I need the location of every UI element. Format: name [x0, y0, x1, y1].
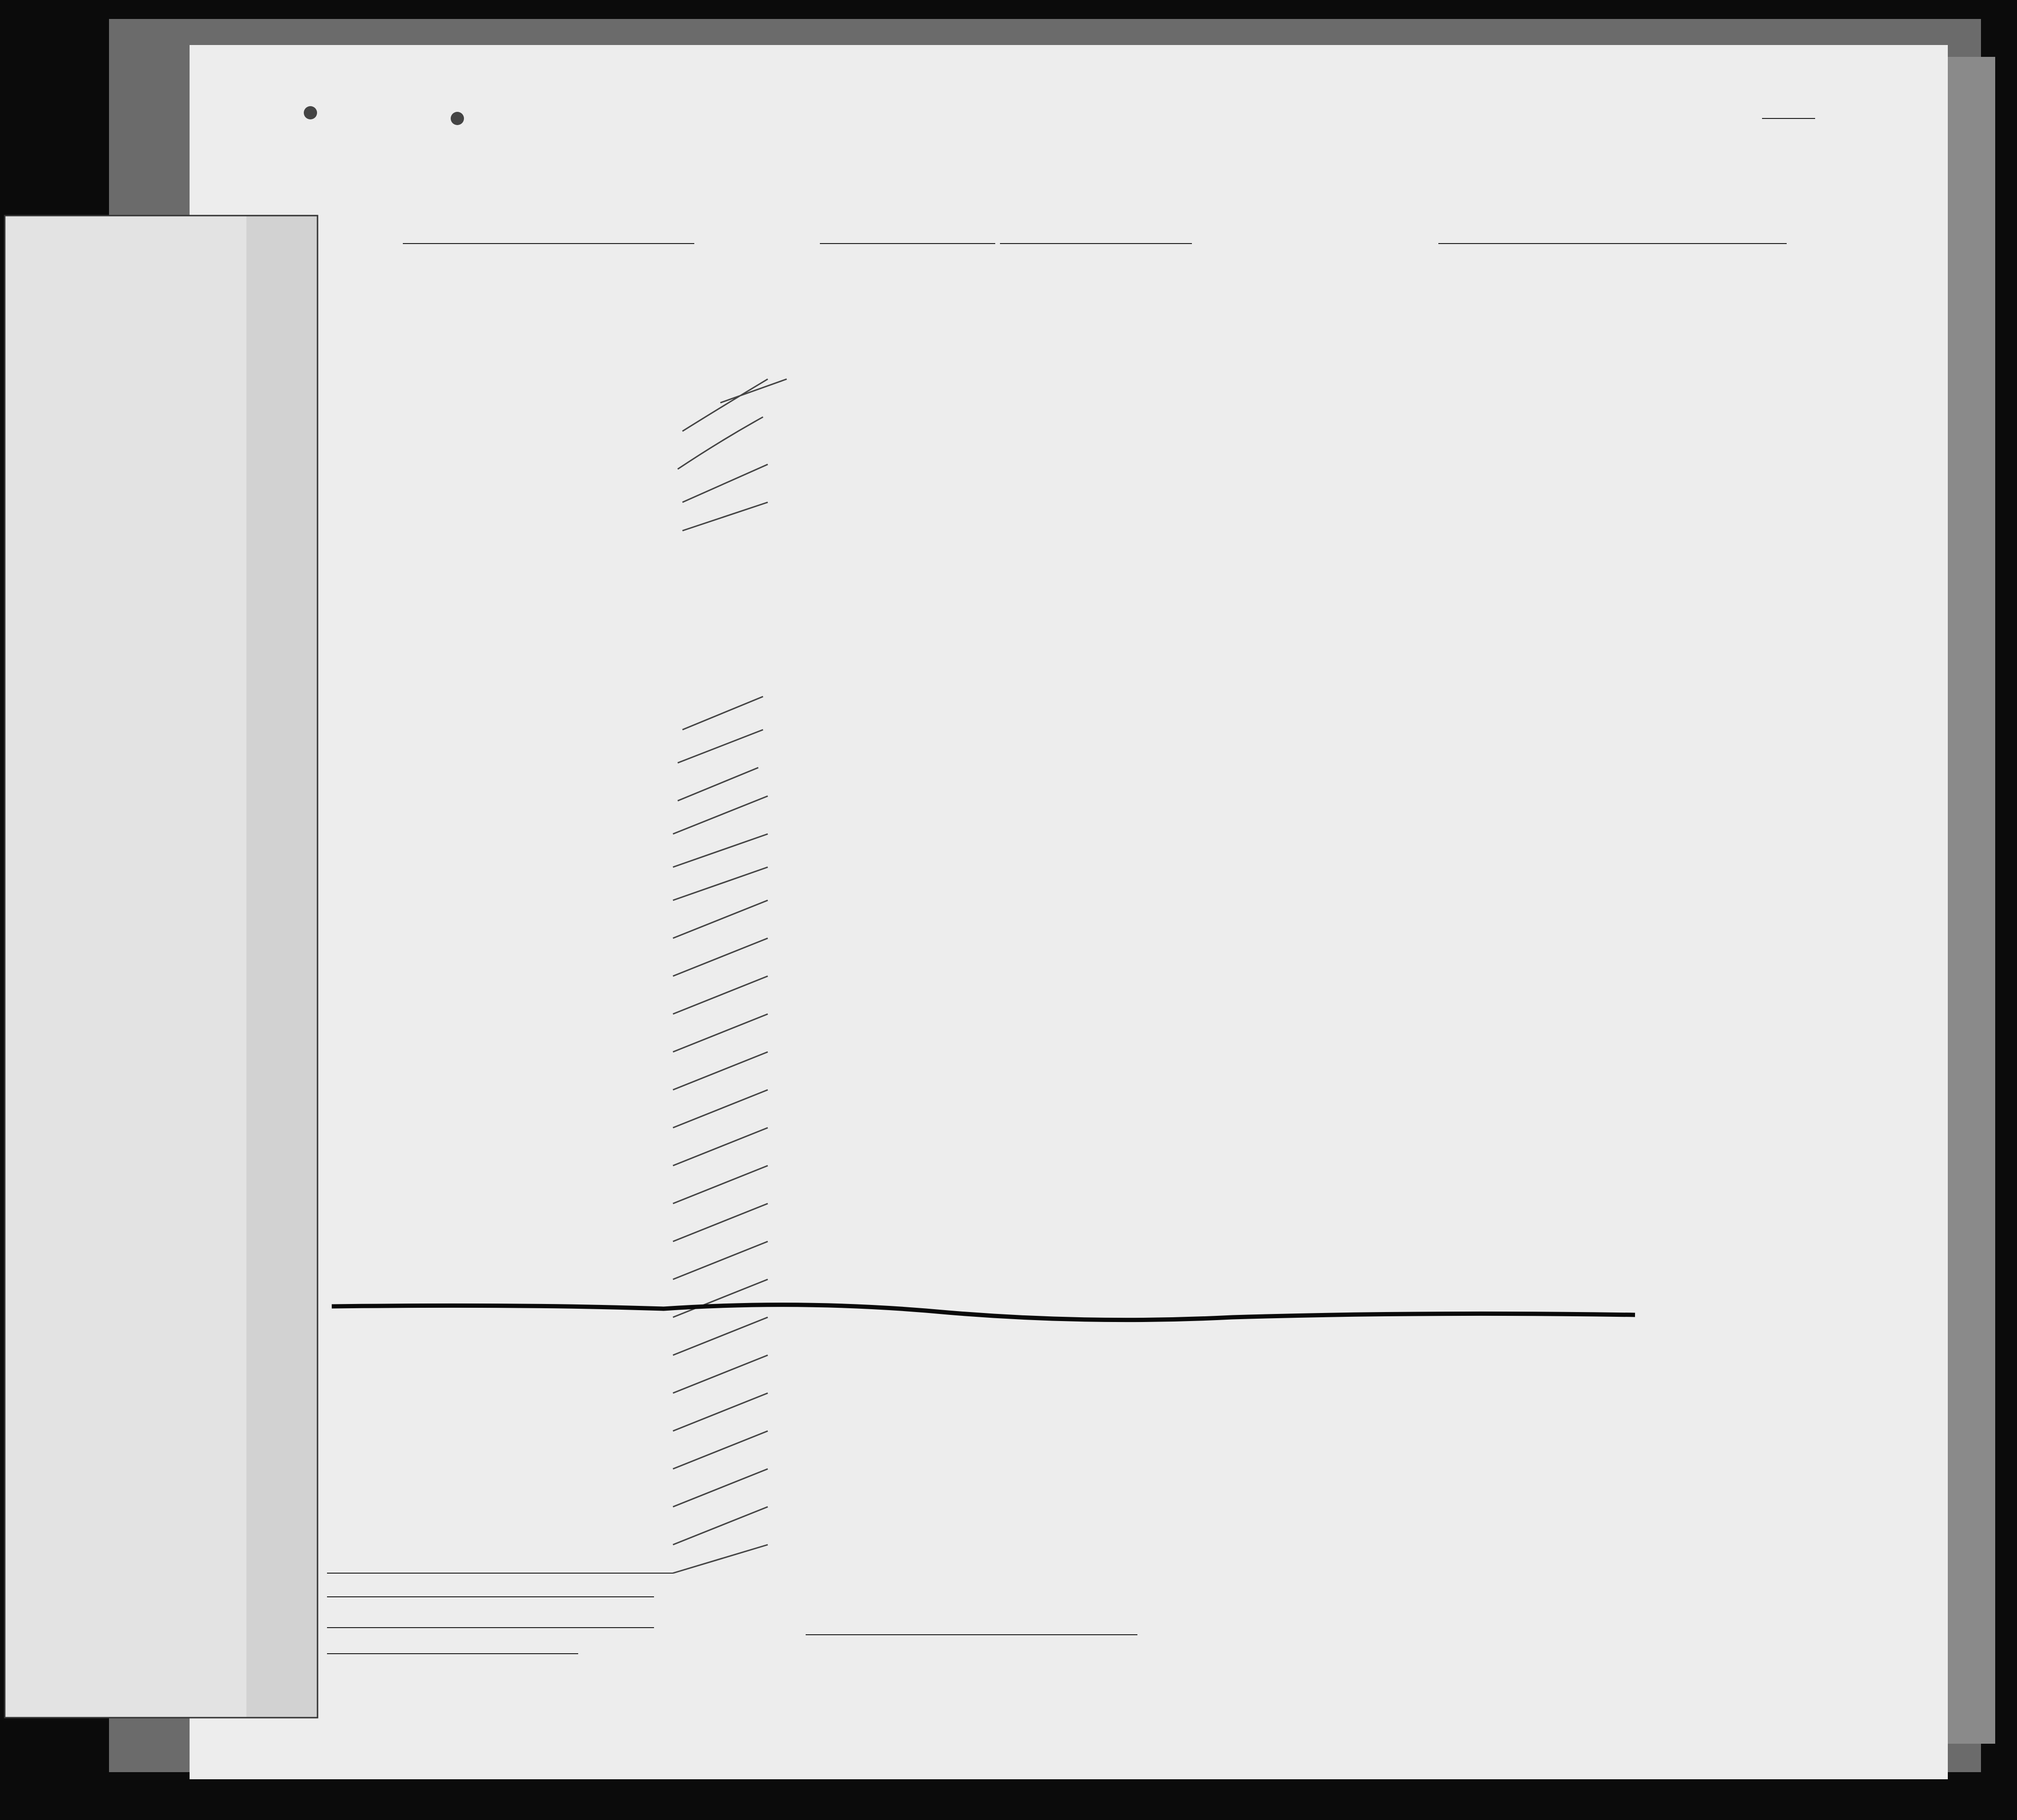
punch-hole-right: [451, 112, 464, 125]
main-sheet: [190, 45, 1948, 1779]
side-slip: [5, 216, 318, 1718]
punch-hole-left: [304, 106, 317, 119]
